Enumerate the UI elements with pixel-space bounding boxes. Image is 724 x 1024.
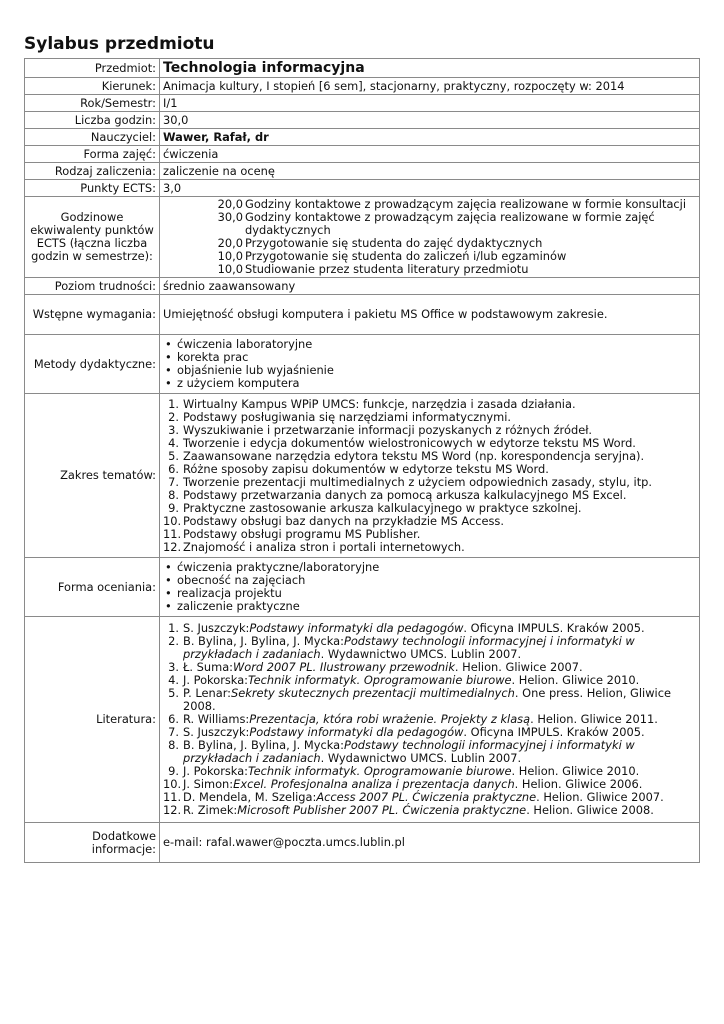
lit-rest: . Oficyna IMPULS. Kraków 2005. <box>463 725 645 739</box>
list-item: 10. Podstawy obsługi baz danych na przykładzie MS Access. <box>163 515 696 528</box>
list-item: 11. D. Mendela, M. Szeliga:Access 2007 PL. Ćwiczenia praktyczne. Helion. Gliwice 2007. <box>163 790 664 804</box>
value-dodatkowe: e-mail: rafal.wawer@poczta.umcs.lublin.pl <box>160 823 700 863</box>
page-title: Sylabus przedmiotu <box>24 34 215 54</box>
list-item-text: zaliczenie praktyczne <box>177 599 300 613</box>
lit-title: Podstawy informatyki dla pedagogów <box>249 725 464 739</box>
value-literatura <box>160 617 700 823</box>
row-rodzaj <box>25 163 700 180</box>
list-item: 12. R. Zimek:Microsoft Publisher 2007 PL. Ćwiczenia praktyczne. Helion. Gliwice 2008. <box>163 803 654 817</box>
label-przedmiot: Przedmiot: <box>25 59 160 78</box>
ects-item <box>163 211 696 237</box>
lit-author: R. Williams: <box>183 712 250 726</box>
label-poziom: Poziom trudności: <box>25 278 160 295</box>
list-item-text: objaśnienie lub wyjaśnienie <box>177 363 334 377</box>
assessment-list <box>163 561 696 613</box>
list-item <box>165 600 696 613</box>
lit-title: Sekrety skutecznych prezentacji multimedialnych <box>231 686 515 700</box>
list-item: 10. J. Simon:Excel. Profesjonalna analiza i prezentacja danych. Helion. Gliwice 2006. <box>163 777 643 791</box>
topic-text: Wirtualny Kampus WPiP UMCS: funkcje, narzędzia i zasada działania. <box>183 396 576 411</box>
label-kierunek: Kierunek: <box>25 78 160 95</box>
lit-title: Technik informatyk. Oprogramowanie biurowe <box>248 673 512 687</box>
label-ects: Punkty ECTS: <box>25 180 160 197</box>
value-metody <box>160 335 700 394</box>
lit-title: Microsoft Publisher 2007 PL. Ćwiczenia praktyczne <box>237 803 527 817</box>
label-dodatkowe: Dodatkowe informacje: <box>25 823 160 863</box>
label-rodzaj: Rodzaj zaliczenia: <box>25 163 160 180</box>
label-ocenianie: Forma oceniania: <box>25 558 160 617</box>
list-item: 5. P. Lenar:Sekrety skutecznych prezentacji multimedialnych. One press. Helion, Gliwice 2008. <box>168 686 671 713</box>
value-ekwiwalent <box>160 197 700 278</box>
lit-rest: . Oficyna IMPULS. Kraków 2005. <box>463 621 645 635</box>
value-zakres <box>160 394 700 558</box>
lit-author: R. Zimek: <box>183 803 238 817</box>
lit-author: J. Simon: <box>183 777 234 791</box>
row-ects <box>25 180 700 197</box>
syllabus-page <box>24 30 700 863</box>
label-nauczyciel: Nauczyciel: <box>25 129 160 146</box>
bullet-icon: • <box>165 573 172 587</box>
list-item-text: ćwiczenia laboratoryjne <box>177 337 313 351</box>
lit-title: Prezentacja, która robi wrażenie. Projekty z klasą <box>249 712 531 726</box>
row-literatura <box>25 617 700 823</box>
list-item: 8. Podstawy przetwarzania danych za pomocą arkusza kalkulacyjnego MS Excel. <box>163 489 696 502</box>
row-forma <box>25 146 700 163</box>
bullet-icon: • <box>165 337 172 351</box>
lit-title: Podstawy informatyki dla pedagogów <box>249 621 464 635</box>
topic-text: Tworzenie i edycja dokumentów wielostronicowych w edytorze tekstu MS Word. <box>183 435 636 450</box>
lit-rest: . Helion. Gliwice 2010. <box>511 764 640 778</box>
lit-rest: . Helion. Gliwice 2007. <box>454 660 583 674</box>
value-ects: 3,0 <box>160 180 700 197</box>
bullet-icon: • <box>165 376 172 390</box>
label-metody: Metody dydaktyczne: <box>25 335 160 394</box>
row-poziom <box>25 278 700 295</box>
lit-rest: . Wydawnictwo UMCS. Lublin 2007. <box>320 647 522 661</box>
row-nauczyciel <box>25 129 700 146</box>
ects-desc: Godziny kontaktowe z prowadzącym zajęcia realizowane w formie zajęć dydaktycznych <box>245 210 655 237</box>
ects-hours: 30,0 <box>217 210 243 224</box>
lit-title: Podstawy technologii informacyjnej i informatyki w przykładach i zadaniach <box>183 634 635 661</box>
lit-rest: . Helion. Gliwice 2008. <box>526 803 654 817</box>
value-rodzaj: zaliczenie na ocenę <box>160 163 700 180</box>
value-poziom: średnio zaawansowany <box>160 278 700 295</box>
list-item: 8. B. Bylina, J. Bylina, J. Mycka:Podstawy technologii informacyjnej i informatyki w przykładach i zadaniach. Wydawnictwo UMCS. Lublin 2007. <box>168 738 635 765</box>
row-wymagania <box>25 295 700 335</box>
row-rok <box>25 95 700 112</box>
lit-author: D. Mendela, M. Szeliga: <box>183 790 317 804</box>
topic-text: Tworzenie prezentacji multimedialnych z użyciem odpowiednich zasady, stylu, itp. <box>183 474 653 489</box>
label-zakres: Zakres tematów: <box>25 394 160 558</box>
list-item-text: korekta prac <box>177 350 249 364</box>
lit-title: Access 2007 PL. Ćwiczenia praktyczne <box>316 790 537 804</box>
row-zakres <box>25 394 700 558</box>
lit-rest: . Wydawnictwo UMCS. Lublin 2007. <box>320 751 522 765</box>
list-item: 11. Podstawy obsługi programu MS Publisher. <box>163 528 696 541</box>
list-item: 1. S. Juszczyk:Podstawy informatyki dla pedagogów. Oficyna IMPULS. Kraków 2005. <box>168 621 645 635</box>
list-item: 7. S. Juszczyk:Podstawy informatyki dla pedagogów. Oficyna IMPULS. Kraków 2005. <box>168 725 645 739</box>
bullet-icon: • <box>165 560 172 574</box>
label-literatura: Literatura: <box>25 617 160 823</box>
row-ocenianie <box>25 558 700 617</box>
lit-rest: . Helion. Gliwice 2011. <box>530 712 658 726</box>
ects-hours: 10,0 <box>217 249 243 263</box>
lit-author: B. Bylina, J. Bylina, J. Mycka: <box>183 634 344 648</box>
list-item-text: obecność na zajęciach <box>177 573 306 587</box>
row-przedmiot <box>25 59 700 78</box>
label-ekwiwalent: Godzinowe ekwiwalenty punktów ECTS (łączna liczba godzin w semestrze): <box>25 197 160 278</box>
ects-hours: 10,0 <box>217 262 243 276</box>
topic-text: Wyszukiwanie i przetwarzanie informacji pozyskanych z różnych źródeł. <box>183 422 593 437</box>
row-dodatkowe <box>25 823 700 863</box>
list-item: 1. Wirtualny Kampus WPiP UMCS: funkcje, narzędzia i zasada działania. <box>163 398 696 411</box>
lit-author: J. Pokorska: <box>183 673 249 687</box>
lit-rest: . Helion. Gliwice 2006. <box>514 777 643 791</box>
ects-desc: Godziny kontaktowe z prowadzącym zajęcia realizowane w formie konsultacji <box>245 197 687 211</box>
list-item: 9. J. Pokorska:Technik informatyk. Oprogramowanie biurowe. Helion. Gliwice 2010. <box>168 764 640 778</box>
ects-desc: Przygotowanie się studenta do zaliczeń i/lub egzaminów <box>245 249 567 263</box>
topic-text: Podstawy posługiwania się narzędziami informatycznymi. <box>183 409 512 424</box>
list-item: 2. B. Bylina, J. Bylina, J. Mycka:Podstawy technologii informacyjnej i informatyki w przykładach i zadaniach. Wydawnictwo UMCS. Lublin 2007. <box>168 634 635 661</box>
value-kierunek: Animacja kultury, I stopień [6 sem], stacjonarny, praktyczny, rozpoczęty w: 2014 <box>160 78 700 95</box>
ects-desc: Przygotowanie się studenta do zajęć dydaktycznych <box>245 236 543 250</box>
topic-text: Zaawansowane narzędzia edytora tekstu MS Word (np. korespondencja seryjna). <box>183 448 645 463</box>
lit-title: Word 2007 PL. Ilustrowany przewodnik <box>233 660 455 674</box>
bullet-icon: • <box>165 599 172 613</box>
list-item-text: realizacja projektu <box>177 586 282 600</box>
label-godziny: Liczba godzin: <box>25 112 160 129</box>
topic-text: Podstawy przetwarzania danych za pomocą arkusza kalkulacyjnego MS Excel. <box>183 487 627 502</box>
lit-title: Excel. Profesjonalna analiza i prezentacja danych <box>233 777 515 791</box>
label-wymagania: Wstępne wymagania: <box>25 295 160 335</box>
list-item-text: z użyciem komputera <box>177 376 300 390</box>
lit-rest: . Helion. Gliwice 2010. <box>511 673 640 687</box>
list-item <box>165 377 696 390</box>
list-item: 6. R. Williams:Prezentacja, która robi wrażenie. Projekty z klasą. Helion. Gliwice 2011. <box>168 712 658 726</box>
lit-author: P. Lenar: <box>183 686 232 700</box>
lit-title: Podstawy technologii informacyjnej i informatyki w przykładach i zadaniach <box>183 738 635 765</box>
row-kierunek <box>25 78 700 95</box>
ects-desc: Studiowanie przez studenta literatury przedmiotu <box>245 262 529 276</box>
lit-author: J. Pokorska: <box>183 764 249 778</box>
row-ekwiwalent <box>25 197 700 278</box>
value-przedmiot: Technologia informacyjna <box>160 59 700 78</box>
list-item: 3. Wyszukiwanie i przetwarzanie informacji pozyskanych z różnych źródeł. <box>163 424 696 437</box>
syllabus-table <box>24 58 700 863</box>
list-item: 5. Zaawansowane narzędzia edytora tekstu MS Word (np. korespondencja seryjna). <box>163 450 696 463</box>
row-godziny <box>25 112 700 129</box>
lit-title: Technik informatyk. Oprogramowanie biurowe <box>248 764 512 778</box>
row-metody <box>25 335 700 394</box>
bullet-icon: • <box>165 586 172 600</box>
topics-list <box>163 398 696 554</box>
value-forma: ćwiczenia <box>160 146 700 163</box>
list-item: 12. Znajomość i analiza stron i portali internetowych. <box>163 541 696 554</box>
list-item: 3. Ł. Suma:Word 2007 PL. Ilustrowany przewodnik. Helion. Gliwice 2007. <box>168 660 583 674</box>
topic-text: Podstawy obsługi baz danych na przykładzie MS Access. <box>183 513 504 528</box>
ects-hours: 20,0 <box>217 197 243 211</box>
ects-hours: 20,0 <box>217 236 243 250</box>
label-rok: Rok/Semestr: <box>25 95 160 112</box>
value-rok: I/1 <box>160 95 700 112</box>
list-item: 2. Podstawy posługiwania się narzędziami informatycznymi. <box>163 411 696 424</box>
value-nauczyciel: Wawer, Rafał, dr <box>160 129 700 146</box>
value-ocenianie <box>160 558 700 617</box>
list-item: 6. Różne sposoby zapisu dokumentów w edytorze tekstu MS Word. <box>163 463 696 476</box>
literature-list <box>163 622 696 817</box>
lit-rest: . Helion. Gliwice 2007. <box>536 790 664 804</box>
lit-rest: . One press. Helion, Gliwice 2008. <box>183 686 671 713</box>
lit-author: Ł. Suma: <box>183 660 234 674</box>
topic-text: Znajomość i analiza stron i portali internetowych. <box>183 539 465 554</box>
bullet-icon: • <box>165 363 172 377</box>
value-wymagania: Umiejętność obsługi komputera i pakietu MS Office w podstawowym zakresie. <box>160 295 700 335</box>
list-item: 4. J. Pokorska:Technik informatyk. Oprogramowanie biurowe. Helion. Gliwice 2010. <box>168 673 640 687</box>
label-forma: Forma zajęć: <box>25 146 160 163</box>
list-item: 4. Tworzenie i edycja dokumentów wielostronicowych w edytorze tekstu MS Word. <box>163 437 696 450</box>
lit-author: B. Bylina, J. Bylina, J. Mycka: <box>183 738 344 752</box>
topic-text: Różne sposoby zapisu dokumentów w edytorze tekstu MS Word. <box>183 461 549 476</box>
lit-author: S. Juszczyk: <box>183 725 250 739</box>
methods-list <box>163 338 696 390</box>
lit-author: S. Juszczyk: <box>183 621 250 635</box>
topic-text: Podstawy obsługi programu MS Publisher. <box>183 526 421 541</box>
ects-item <box>163 263 696 276</box>
list-item-text: ćwiczenia praktyczne/laboratoryjne <box>177 560 380 574</box>
value-godziny: 30,0 <box>160 112 700 129</box>
list-item: 9. Praktyczne zastosowanie arkusza kalkulacyjnego w praktyce szkolnej. <box>163 502 696 515</box>
bullet-icon: • <box>165 350 172 364</box>
list-item: 7. Tworzenie prezentacji multimedialnych z użyciem odpowiednich zasady, stylu, itp. <box>163 476 696 489</box>
topic-text: Praktyczne zastosowanie arkusza kalkulacyjnego w praktyce szkolnej. <box>183 500 582 515</box>
